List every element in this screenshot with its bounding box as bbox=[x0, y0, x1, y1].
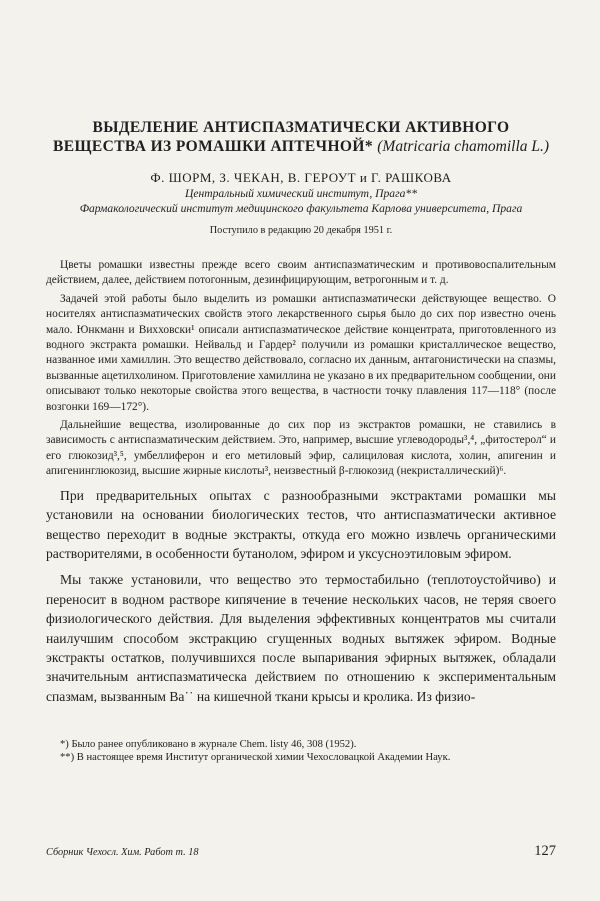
page-number: 127 bbox=[534, 843, 556, 859]
article-title bbox=[46, 118, 556, 156]
article-page bbox=[46, 118, 556, 764]
authors: Ф. ШОРМ, З. ЧЕКАН, В. ГЕРОУТ и Г. РАШКОВА bbox=[150, 170, 452, 185]
title-main: ВЫДЕЛЕНИЕ АНТИСПАЗМАТИЧЕСКИ АКТИВНОГО ВЕЩЕСТВА ИЗ РОМАШКИ АПТЕЧНОЙ* bbox=[52, 119, 510, 155]
paragraph-substances: Дальнейшие вещества, изолированные до сих пор из экстрактов ромашки, не ставились в зависимость с антиспазматическим действием. Это, например, высшие углеводороды³,⁴, „фитостерол“ и его глюкозид³,⁵, умбеллиферон и его метиловый эфир, салициловая кислота, холин, апигенин и апигенинглюкозид, высшие жирные кислоты³, неизвестный β-глюкозид (некристаллический)⁶. bbox=[46, 419, 556, 478]
footnote-2: **) В настоящее время Институт органической химии Чехословацкой Академии Наук. bbox=[60, 752, 451, 764]
affiliation-institute: Центральный химический институт, Прага** bbox=[184, 187, 418, 200]
paragraph-intro: Цветы ромашки известны прежде всего своим антиспазматическим и противовоспалительным действием, далее, действием потогонным, дезинфицирующим, ветрогонным и т. д. bbox=[46, 259, 556, 287]
journal-name: Сборник Чехосл. Хим. Работ т. 18 bbox=[46, 847, 199, 858]
received-date: Поступило в редакцию 20 декабря 1951 г. bbox=[209, 225, 393, 236]
paragraph-aim: Задачей этой работы было выделить из ромашки антиспазматически действующее вещество. О носителях антиспазматических свойств этого лекарственного сырья было до сих пор известно очень мало. Юнкманн и Вихховски¹ описали антиспазматическое действие концентрата, приготовленного из водного экстракта ромашки. Нейвальд и Гардер² получили из ромашки кристаллическое вещество, названное ими хамиллин. Это вещество действовало, согласно их данным, антагонистически на спазмы, вызванные ацетилхолином. Приготовление хамиллина не указано в их предварительном сообщении, они описывают только некоторые свойства этого вещества, в частности точку плавления 117—118° (после возгонки 169—172°). bbox=[46, 292, 556, 413]
paragraph-thermostable: Мы также установили, что вещество это термостабильно (теплотоустойчиво) и переносит в водном растворе кипячение в течение нескольких часов, не теряя своего физиологического действия. Для выделения эффективных концентратов мы считали наилучшим способом экстракцию сгущенных водных вытяжек эфиром. Водные экстракты остатков, получившихся после выпаривания эфирных вытяжек, обладали значительным антиспазматическа действием по отношению к экспериментальным спазмам, вызванным Ba˙˙ на кишечной ткани крысы и кролика. Из физио- bbox=[46, 572, 556, 704]
footnote-1: *) Было ранее опубликовано в журнале Chem. listy 46, 308 (1952). bbox=[60, 739, 357, 751]
affiliation-pharmacology: Фармакологический институт медицинского факультета Карлова университета, Прага bbox=[79, 202, 523, 215]
paragraph-preliminary: При предварительных опытах с разнообразными экстрактами ромашки мы установили на основании биологических тестов, что антиспазматически активное вещество переходит в водные экстракты, откуда его можно извлечь органическими растворителями, в особенности бутанолом, эфиром и уксусноэтиловым эфиром. bbox=[46, 487, 556, 561]
page-footer bbox=[46, 843, 556, 860]
title-latin-name: (Matricaria chamomilla L.) bbox=[377, 138, 550, 155]
footnotes bbox=[46, 738, 556, 764]
